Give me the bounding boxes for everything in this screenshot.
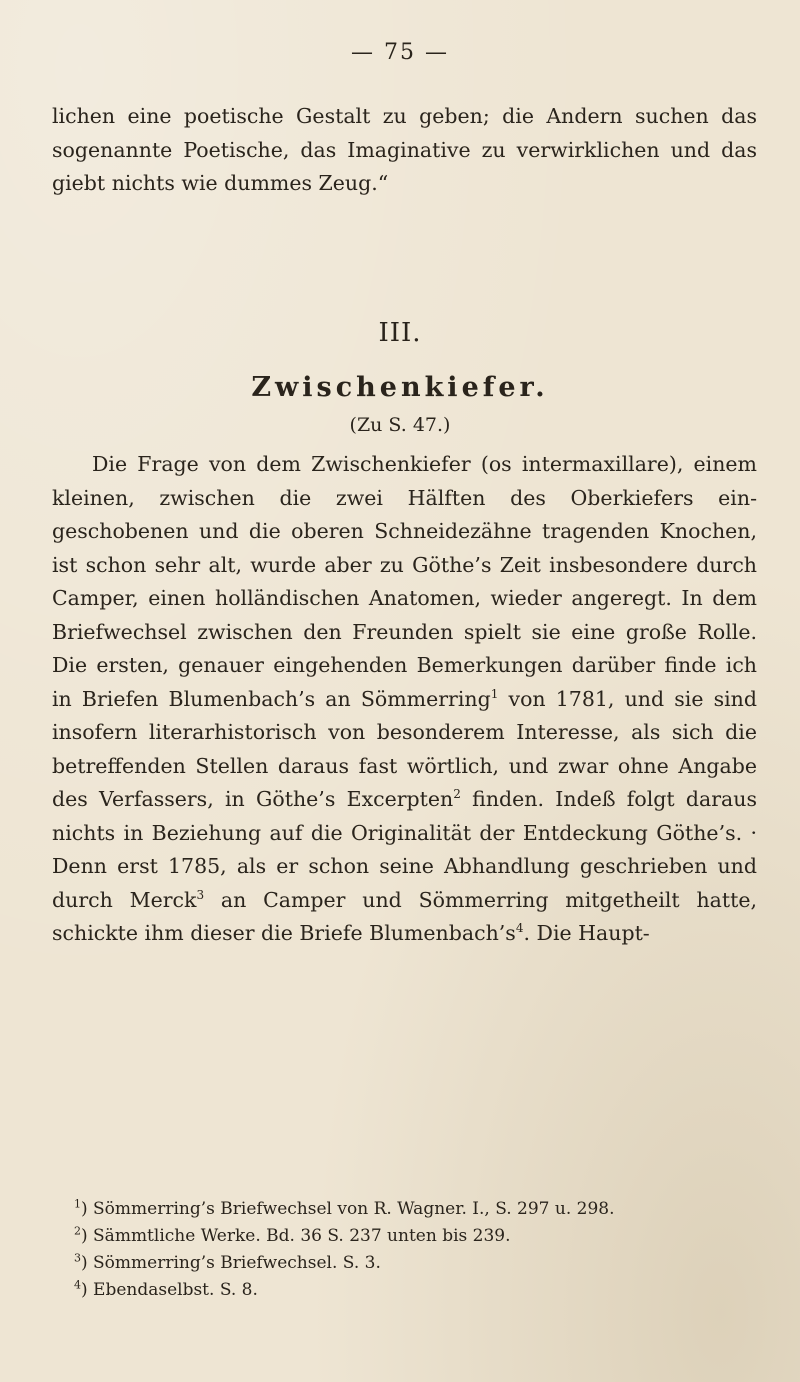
footnote-text: ) Ebendaselbst. S. 8. (81, 1280, 258, 1300)
footnote-mark: 3 (74, 1251, 81, 1265)
paragraph-text-3: finden. Indeß folgt daraus nichts in Beziehung auf die Originalität der Entdeckung Göthe’s. · Denn erst 1785, als er schon seine Abhandlung geschrieben und durch Merck (52, 787, 757, 912)
main-paragraph (52, 448, 757, 951)
footnote-mark: 1 (74, 1197, 81, 1211)
footnote-text: ) Sämmtliche Werke. Bd. 36 S. 237 unten bis 239. (81, 1226, 511, 1246)
footnotes (52, 1196, 757, 1304)
footnote-ref-3: 3 (196, 887, 205, 902)
paragraph-text-5: . Die Haupt- (523, 921, 650, 945)
footnote-text: ) Sömmerring’s Briefwechsel. S. 3. (81, 1253, 381, 1273)
section-number: III. (378, 318, 422, 348)
page-number: — 75 — (351, 40, 449, 65)
footnote-ref-4: 4 (515, 921, 524, 936)
footnote (52, 1250, 757, 1277)
paragraph-text-1: Die Frage von dem Zwischenkiefer (os intermaxillare), einem kleinen, zwischen die zwei Hälften des Oberkiefers eingeschobenen und die oberen Schneidezähne tragenden Knochen, ist schon sehr alt, wurde aber zu Göthe’s Zeit insbesondere durch Camper, einen holländischen Anatomen, wieder angeregt. In dem Briefwechsel zwischen den Freunden spielt sie eine große Rolle. Die ersten, genauer eingehenden Bemerkungen darüber finde ich in Briefen Blumenbach’s an Sömmerring (52, 452, 757, 711)
footnote-mark: 4 (74, 1278, 81, 1292)
section-paragraph (52, 448, 757, 951)
continued-paragraph (52, 100, 757, 201)
footnote-ref-2: 2 (453, 787, 461, 802)
paragraph-text-4: an Camper und Sömmerring mitgetheilt hatte, schickte ihm dieser die Briefe Blumenbach’s (52, 887, 758, 945)
top-paragraph: lichen eine poetische Gestalt zu geben; die Andern suchen das sogenannte Poetische, das Imaginative zu verwirklichen und das giebt nichts wie dummes Zeug.“ (52, 104, 757, 195)
footnote-mark: 2 (74, 1224, 81, 1238)
footnote (52, 1196, 757, 1223)
section-reference: (Zu S. 47.) (349, 414, 451, 436)
footnote-text: ) Sömmerring’s Briefwechsel von R. Wagner. I., S. 297 u. 298. (81, 1199, 615, 1219)
footnote-ref-1: 1 (490, 686, 499, 701)
footnote (52, 1223, 757, 1250)
footnote (52, 1277, 757, 1304)
paragraph-text-2: von 1781, und sie sind insofern literarhistorisch von besonderem Interesse, als sich die betreffenden Stellen daraus fast wörtlich, und zwar ohne Angabe des Verfassers, in Göthe’s Excerpten (52, 686, 757, 811)
section-title: Zwischenkiefer. (251, 372, 549, 403)
